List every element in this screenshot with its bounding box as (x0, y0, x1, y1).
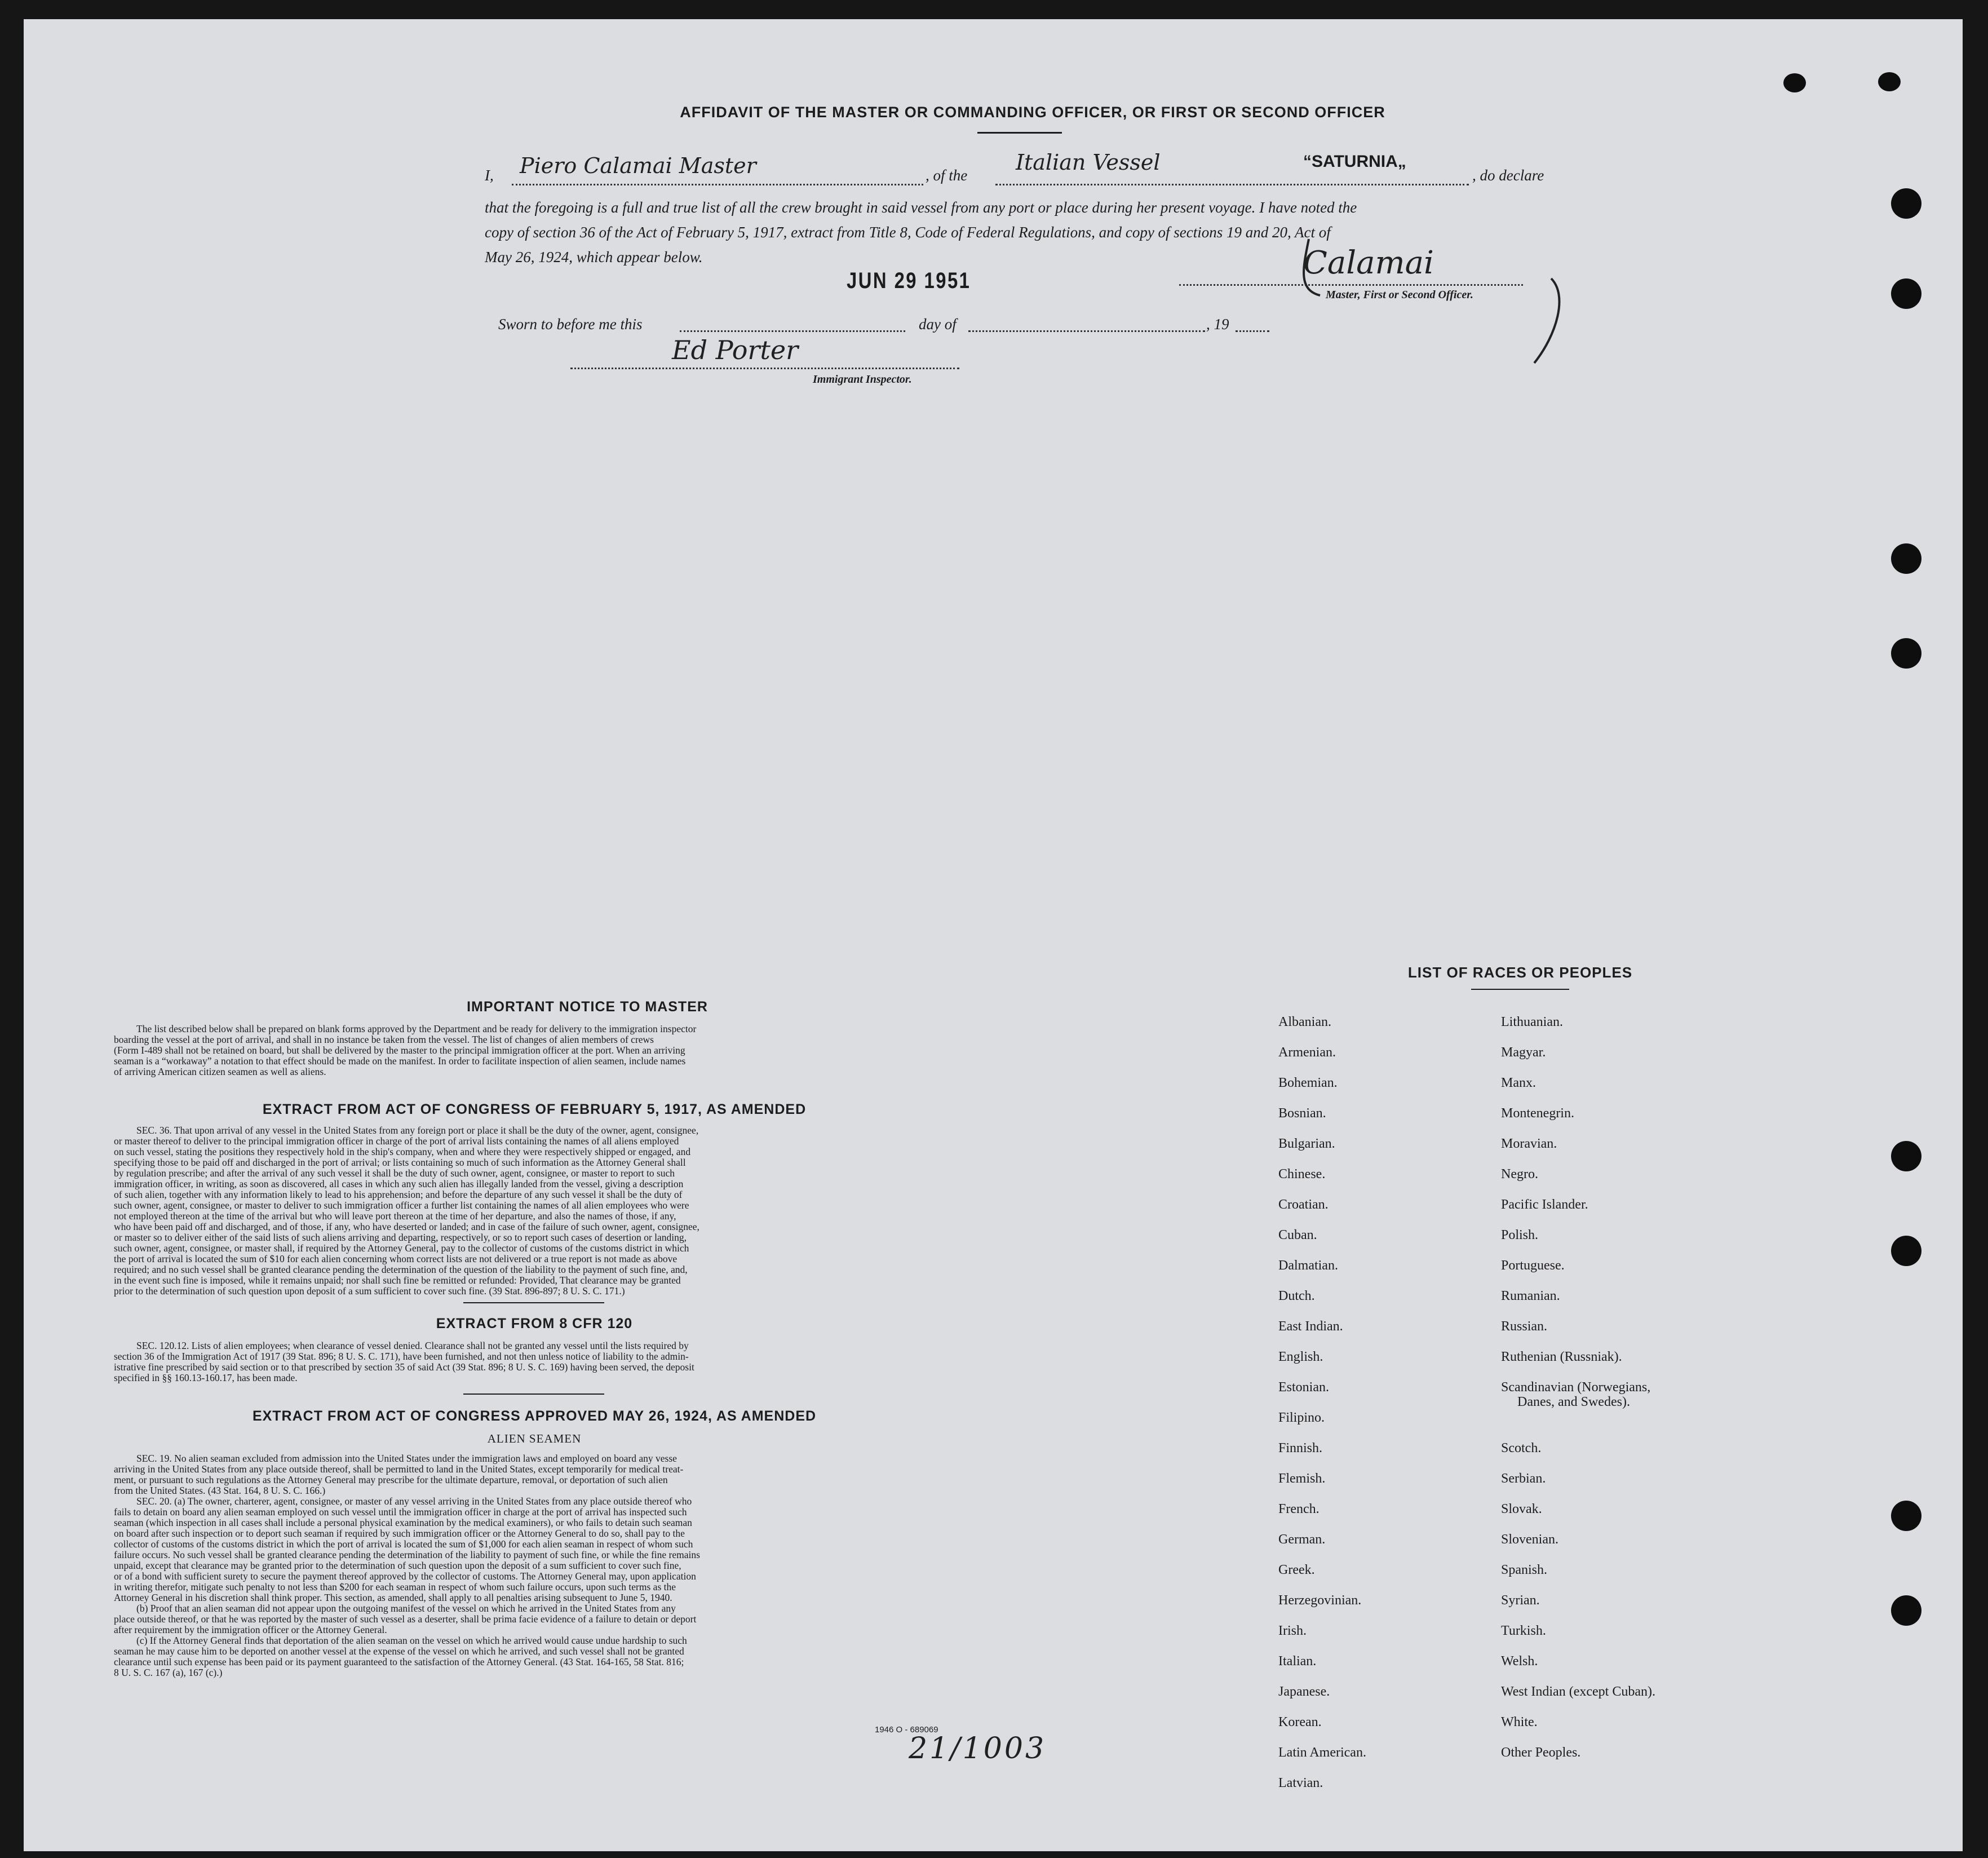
race-item: Albanian. (1278, 1015, 1331, 1029)
do-declare-label: , do declare (1472, 167, 1544, 184)
extract-1924-line: failure occurs. No such vessel shall be granted clearance pending the determination of the liability to payment of such fine, or while the fine remains (114, 1549, 700, 1560)
punch-hole (1891, 188, 1921, 219)
race-item: Irish. (1278, 1623, 1307, 1638)
race-item: Montenegrin. (1501, 1106, 1574, 1121)
race-item: Portuguese. (1501, 1258, 1565, 1273)
signer-line (512, 184, 923, 185)
notice-line: boarding the vessel at the port of arrival, and shall in no instance be taken from the vessel. The list of changes of alien members of crews (114, 1034, 654, 1045)
punch-hole (1891, 278, 1921, 309)
affidavit-title: AFFIDAVIT OF THE MASTER OR COMMANDING OFFICER, OR FIRST OR SECOND OFFICER (680, 104, 1385, 121)
race-item: White. (1501, 1715, 1538, 1729)
race-item: East Indian. (1278, 1319, 1343, 1334)
race-item: Lithuanian. (1501, 1015, 1563, 1029)
extract-1924-line: clearance until such expense has been paid or its payment guaranteed to the satisfaction of the Attorney General. (43 Stat. 164-165, 58 Stat. 816; (114, 1656, 684, 1667)
race-item: Scandinavian (Norwegians, (1501, 1380, 1651, 1395)
race-item: Finnish. (1278, 1441, 1323, 1456)
race-item: Spanish. (1501, 1563, 1548, 1577)
extract-1924-line: in writing therefor, mitigate such penalty to not less than $200 for each seaman in respect of whom such failure occurs, upon such terms as the (114, 1581, 676, 1592)
extract-1917-line: not employed thereon at the time of the arrival but who will leave port thereon at the time of her departure, and also the names of those, if any, (114, 1210, 676, 1222)
race-item: Slovenian. (1501, 1532, 1558, 1547)
affidavit-i: I, (485, 167, 494, 184)
race-item: Korean. (1278, 1715, 1322, 1729)
extract-cfr-line: specified in §§ 160.13-160.17, has been made. (114, 1372, 298, 1383)
race-item: Latvian. (1278, 1776, 1323, 1790)
date-stamp: JUN 29 1951 (847, 268, 971, 293)
punch-hole (1891, 638, 1921, 669)
vessel-handwritten: Italian Vessel (1016, 150, 1161, 175)
extract-1924-line: 8 U. S. C. 167 (a), 167 (c).) (114, 1667, 223, 1678)
extract-1924-body (114, 1453, 955, 1678)
day-of-label: day of (919, 316, 957, 333)
race-item: Greek. (1278, 1563, 1315, 1577)
vessel-name: “SATURNIA„ (1303, 152, 1406, 171)
race-item: Latin American. (1278, 1745, 1366, 1760)
extract-1917-line: required; and no such vessel shall be granted clearance pending the determination of the question of the liability to the payment of such fine, and, (114, 1264, 688, 1275)
race-item: West Indian (except Cuban). (1501, 1684, 1655, 1699)
extract-1924-line: or of a bond with sufficient surety to secure the payment thereof approved by the collector of customs. The Attorney General may, upon application (114, 1571, 696, 1582)
vessel-line (995, 184, 1469, 185)
races-title-divider (1471, 989, 1569, 990)
extract-1917-line: in the event such fine is imposed, while it remains unpaid; nor shall such fine be remitted or refunded: Provided, That clearance may be granted (114, 1275, 681, 1286)
extract-1917-line: who have been paid off and discharged, and of those, if any, who have deserted or landed; and in case of the failure of such owner, agent, consignee, (114, 1221, 699, 1232)
race-item: Pacific Islander. (1501, 1197, 1588, 1212)
race-item: Bohemian. (1278, 1076, 1338, 1090)
sworn-month-line (968, 330, 1205, 332)
extract-1924-line: seaman (which inspection in all cases shall include a personal physical examination by the medical examiners), or who fails to detain such seaman (114, 1517, 692, 1528)
race-item: Manx. (1501, 1076, 1536, 1090)
sworn-year-line (1236, 330, 1269, 332)
race-item: Armenian. (1278, 1045, 1336, 1060)
race-item: Bulgarian. (1278, 1136, 1335, 1151)
race-item: Scotch. (1501, 1441, 1542, 1456)
section-divider (463, 1394, 604, 1395)
affidavit-body-line: May 26, 1924, which appear below. (485, 249, 703, 266)
extract-1924-line: fails to detain on board any alien seaman employed on such vessel until the immigration officer in charge at the port of arrival has inspected such (114, 1506, 687, 1518)
master-caption: Master, First or Second Officer. (1326, 289, 1473, 301)
race-item: Syrian. (1501, 1593, 1540, 1608)
document-page (24, 19, 1963, 1851)
sworn-label: Sworn to before me this (498, 316, 643, 333)
race-item: Rumanian. (1501, 1289, 1560, 1303)
race-item: Russian. (1501, 1319, 1548, 1334)
notice-line: The list described below shall be prepared on blank forms approved by the Department and be ready for delivery to the immigration inspector (136, 1023, 697, 1034)
extract-1924-line: after requirement by the immigration officer or the Attorney General. (114, 1624, 387, 1635)
race-item: Ruthenian (Russniak). (1501, 1350, 1622, 1364)
extract-1917-line: of such alien, together with any information likely to lead to his apprehension; and before the departure of any such vessel it shall be the duty of (114, 1189, 683, 1200)
extract-1924-line: Attorney General in his discretion shall think proper. This section, as amended, shall apply to all penalties arising subsequent to June 5, 1940. (114, 1592, 672, 1603)
extract-1924-line: (b) Proof that an alien seaman did not appear upon the outgoing manifest of the vessel on which he arrived in the United States from any (136, 1603, 676, 1614)
extract-1917-line: by regulation prescribe; and after the arrival of any such vessel it shall be the duty of such owner, agent, consignee, or master to report to such (114, 1167, 675, 1179)
race-item: Chinese. (1278, 1167, 1326, 1182)
extract-1917-line: prior to the determination of such question upon deposit of a sum sufficient to cover such fine. (39 Stat. 896-897; 8 U. S. C. 171.) (114, 1285, 625, 1297)
extract-cfr-title: EXTRACT FROM 8 CFR 120 (436, 1316, 633, 1331)
notice-title: IMPORTANT NOTICE TO MASTER (467, 999, 708, 1015)
extract-cfr-line: SEC. 120.12. Lists of alien employees; when clearance of vessel denied. Clearance shall not be granted any vessel until the lists required by (136, 1340, 689, 1351)
extract-1924-line: ment, or pursuant to such regulations as the Attorney General may prescribe for the ultimate departure, removal, or deportation of such alien (114, 1474, 668, 1485)
extract-1924-line: SEC. 20. (a) The owner, charterer, agent, consignee, or master of any vessel arriving in the United States from any place outside thereof who (136, 1496, 692, 1507)
inspector-caption: Immigrant Inspector. (813, 373, 912, 386)
affidavit-body-line: that the foregoing is a full and true list of all the crew brought in said vessel from any port or place during her present voyage. I have noted the (485, 199, 1357, 216)
extract-1917-line: SEC. 36. That upon arrival of any vessel in the United States from any foreign port or place it shall be the duty of the owner, agent, consignee, (136, 1125, 699, 1136)
race-item: Negro. (1501, 1167, 1538, 1182)
extract-1924-line: SEC. 19. No alien seaman excluded from admission into the United States under the immigration laws and employed on board any vesse (136, 1453, 677, 1464)
race-item: Danes, and Swedes). (1517, 1395, 1630, 1409)
punch-hole (1878, 72, 1901, 91)
race-item: Turkish. (1501, 1623, 1546, 1638)
extract-cfr-line: section 36 of the Immigration Act of 1917 (39 Stat. 896; 8 U. S. C. 171), have been furnished, and not then unless notice of liability to the admin- (114, 1351, 689, 1362)
race-item: Moravian. (1501, 1136, 1557, 1151)
notice-line: seaman is a “workaway” a notation to that effect should be made on the manifest. In order to facilitate inspection of alien seamen, include names (114, 1055, 686, 1067)
race-item: French. (1278, 1502, 1320, 1516)
handwritten-note: 21/1003 (909, 1732, 1047, 1766)
race-item: Magyar. (1501, 1045, 1546, 1060)
race-item: Herzegovinian. (1278, 1593, 1362, 1608)
extract-1917-line: on such vessel, stating the positions they respectively hold in the ship's company, when and where they were respectively shipped or engaged, and (114, 1146, 691, 1157)
title-divider (977, 132, 1062, 134)
race-item: Serbian. (1501, 1471, 1546, 1486)
extract-1924-line: arriving in the United States from any place outside thereof, shall be permitted to land in the United States, except temporarily for medical treat- (114, 1463, 684, 1475)
punch-hole (1891, 1595, 1921, 1626)
extract-1917-title: EXTRACT FROM ACT OF CONGRESS OF FEBRUARY 5, 1917, AS AMENDED (262, 1101, 807, 1117)
race-item: Dutch. (1278, 1289, 1315, 1303)
extract-1924-title: EXTRACT FROM ACT OF CONGRESS APPROVED MAY 26, 1924, AS AMENDED (252, 1408, 817, 1424)
race-item: Japanese. (1278, 1684, 1330, 1699)
extract-1917-line: the port of arrival is located the sum of $10 for each alien concerning whom correct lists are not delivered or a true report is not made as above (114, 1253, 678, 1264)
signer-handwritten: Piero Calamai Master (520, 153, 756, 178)
inspector-signature: Ed Porter (672, 335, 799, 365)
extract-1917-line: such owner, agent, consignee, or master to deliver to such immigration officer a further list containing the names of all alien employees who were (114, 1200, 689, 1211)
race-item: Polish. (1501, 1228, 1539, 1242)
extract-1917-line: specifying those to be paid off and discharged in the port of arrival; or lists containing so much of such information as the Attorney General shall (114, 1157, 686, 1168)
notice-line: (Form I-489 shall not be retained on board, but shall be delivered by the master to the principal immigration officer at the port. When an arriving (114, 1045, 685, 1056)
race-item: Bosnian. (1278, 1106, 1326, 1121)
race-item: Filipino. (1278, 1410, 1325, 1425)
extract-1917-body (114, 1125, 955, 1297)
extract-1924-line: unpaid, except that clearance may be granted prior to the determination of such question upon the deposit of a sum sufficient to cover such fine, (114, 1560, 681, 1571)
extract-1924-line: seaman he may cause him to be deported on another vessel at the expense of the vessel on which he arrived, and such vessel shall not be granted (114, 1645, 684, 1657)
extract-1917-line: such owner, agent, consignee, or master shall, if required by the Attorney General, pay to the collector of customs of the customs district in which (114, 1242, 689, 1254)
races-title: LIST OF RACES OR PEOPLES (1407, 964, 1633, 981)
section-divider (463, 1302, 604, 1303)
of-the-label: , of the (926, 167, 968, 184)
punch-hole (1891, 1141, 1921, 1171)
race-item: Croatian. (1278, 1197, 1329, 1212)
extract-1924-line: collector of customs of the customs district in which the port of arrival is located the sum of $1,000 for each alien seaman in respect of whom such (114, 1538, 693, 1550)
year-label: , 19 (1206, 316, 1229, 333)
extract-1924-line: (c) If the Attorney General finds that deportation of the alien seaman on the vessel on which he arrived would cause undue hardship to such (136, 1635, 687, 1646)
race-item: Flemish. (1278, 1471, 1326, 1486)
race-item: German. (1278, 1532, 1326, 1547)
race-item: Other Peoples. (1501, 1745, 1581, 1760)
race-item: Estonian. (1278, 1380, 1329, 1395)
sworn-day-line (680, 330, 905, 332)
race-item: Italian. (1278, 1654, 1317, 1669)
race-item: English. (1278, 1350, 1323, 1364)
race-item: Cuban. (1278, 1228, 1317, 1242)
extract-1924-line: place outside thereof, or that he was reported by the master of such vessel as a deserter, shall be prima facie evidence of a failure to detain or deport (114, 1613, 697, 1625)
master-signature: Calamai (1303, 245, 1434, 281)
print-code: 1946 O - 689069 (875, 1725, 938, 1735)
extract-1924-subtitle: ALIEN SEAMEN (487, 1432, 582, 1445)
notice-body (114, 1024, 955, 1077)
extract-1917-line: or master so to deliver either of the said lists of such aliens arriving and departing, respectively, or so to report such cases of desertion or landing, (114, 1232, 687, 1243)
extract-1924-line: from the United States. (43 Stat. 164, 8 U. S. C. 166.) (114, 1485, 326, 1496)
notice-line: of arriving American citizen seamen as well as aliens. (114, 1066, 326, 1077)
inspector-signature-line (570, 368, 959, 369)
punch-hole (1891, 1501, 1921, 1531)
punch-hole (1891, 1236, 1921, 1266)
punch-hole (1891, 543, 1921, 574)
affidavit-body-line: copy of section 36 of the Act of February 5, 1917, extract from Title 8, Code of Federal Regulations, and copy of sections 19 and 20, Act of (485, 224, 1331, 241)
race-item: Dalmatian. (1278, 1258, 1338, 1273)
extract-cfr-body (114, 1341, 955, 1383)
extract-1917-line: immigration officer, in writing, as soon as discovered, all cases in which any such alien has illegally landed from the vessel, giving a description (114, 1178, 684, 1189)
race-item: Welsh. (1501, 1654, 1538, 1669)
extract-1924-line: on board after such inspection or to deport such seaman if required by such immigration officer or the Attorney General to do so, shall pay to the (114, 1528, 685, 1539)
race-item: Slovak. (1501, 1502, 1542, 1516)
extract-cfr-line: istrative fine prescribed by said section or to that prescribed by section 35 of said Act (39 Stat. 896; 8 U. S. C. 169) having been served, the deposit (114, 1361, 694, 1373)
punch-hole (1783, 73, 1806, 92)
extract-1917-line: or master thereof to deliver to the principal immigration officer in charge of the port of arrival lists containing the names of all aliens employed (114, 1135, 679, 1147)
